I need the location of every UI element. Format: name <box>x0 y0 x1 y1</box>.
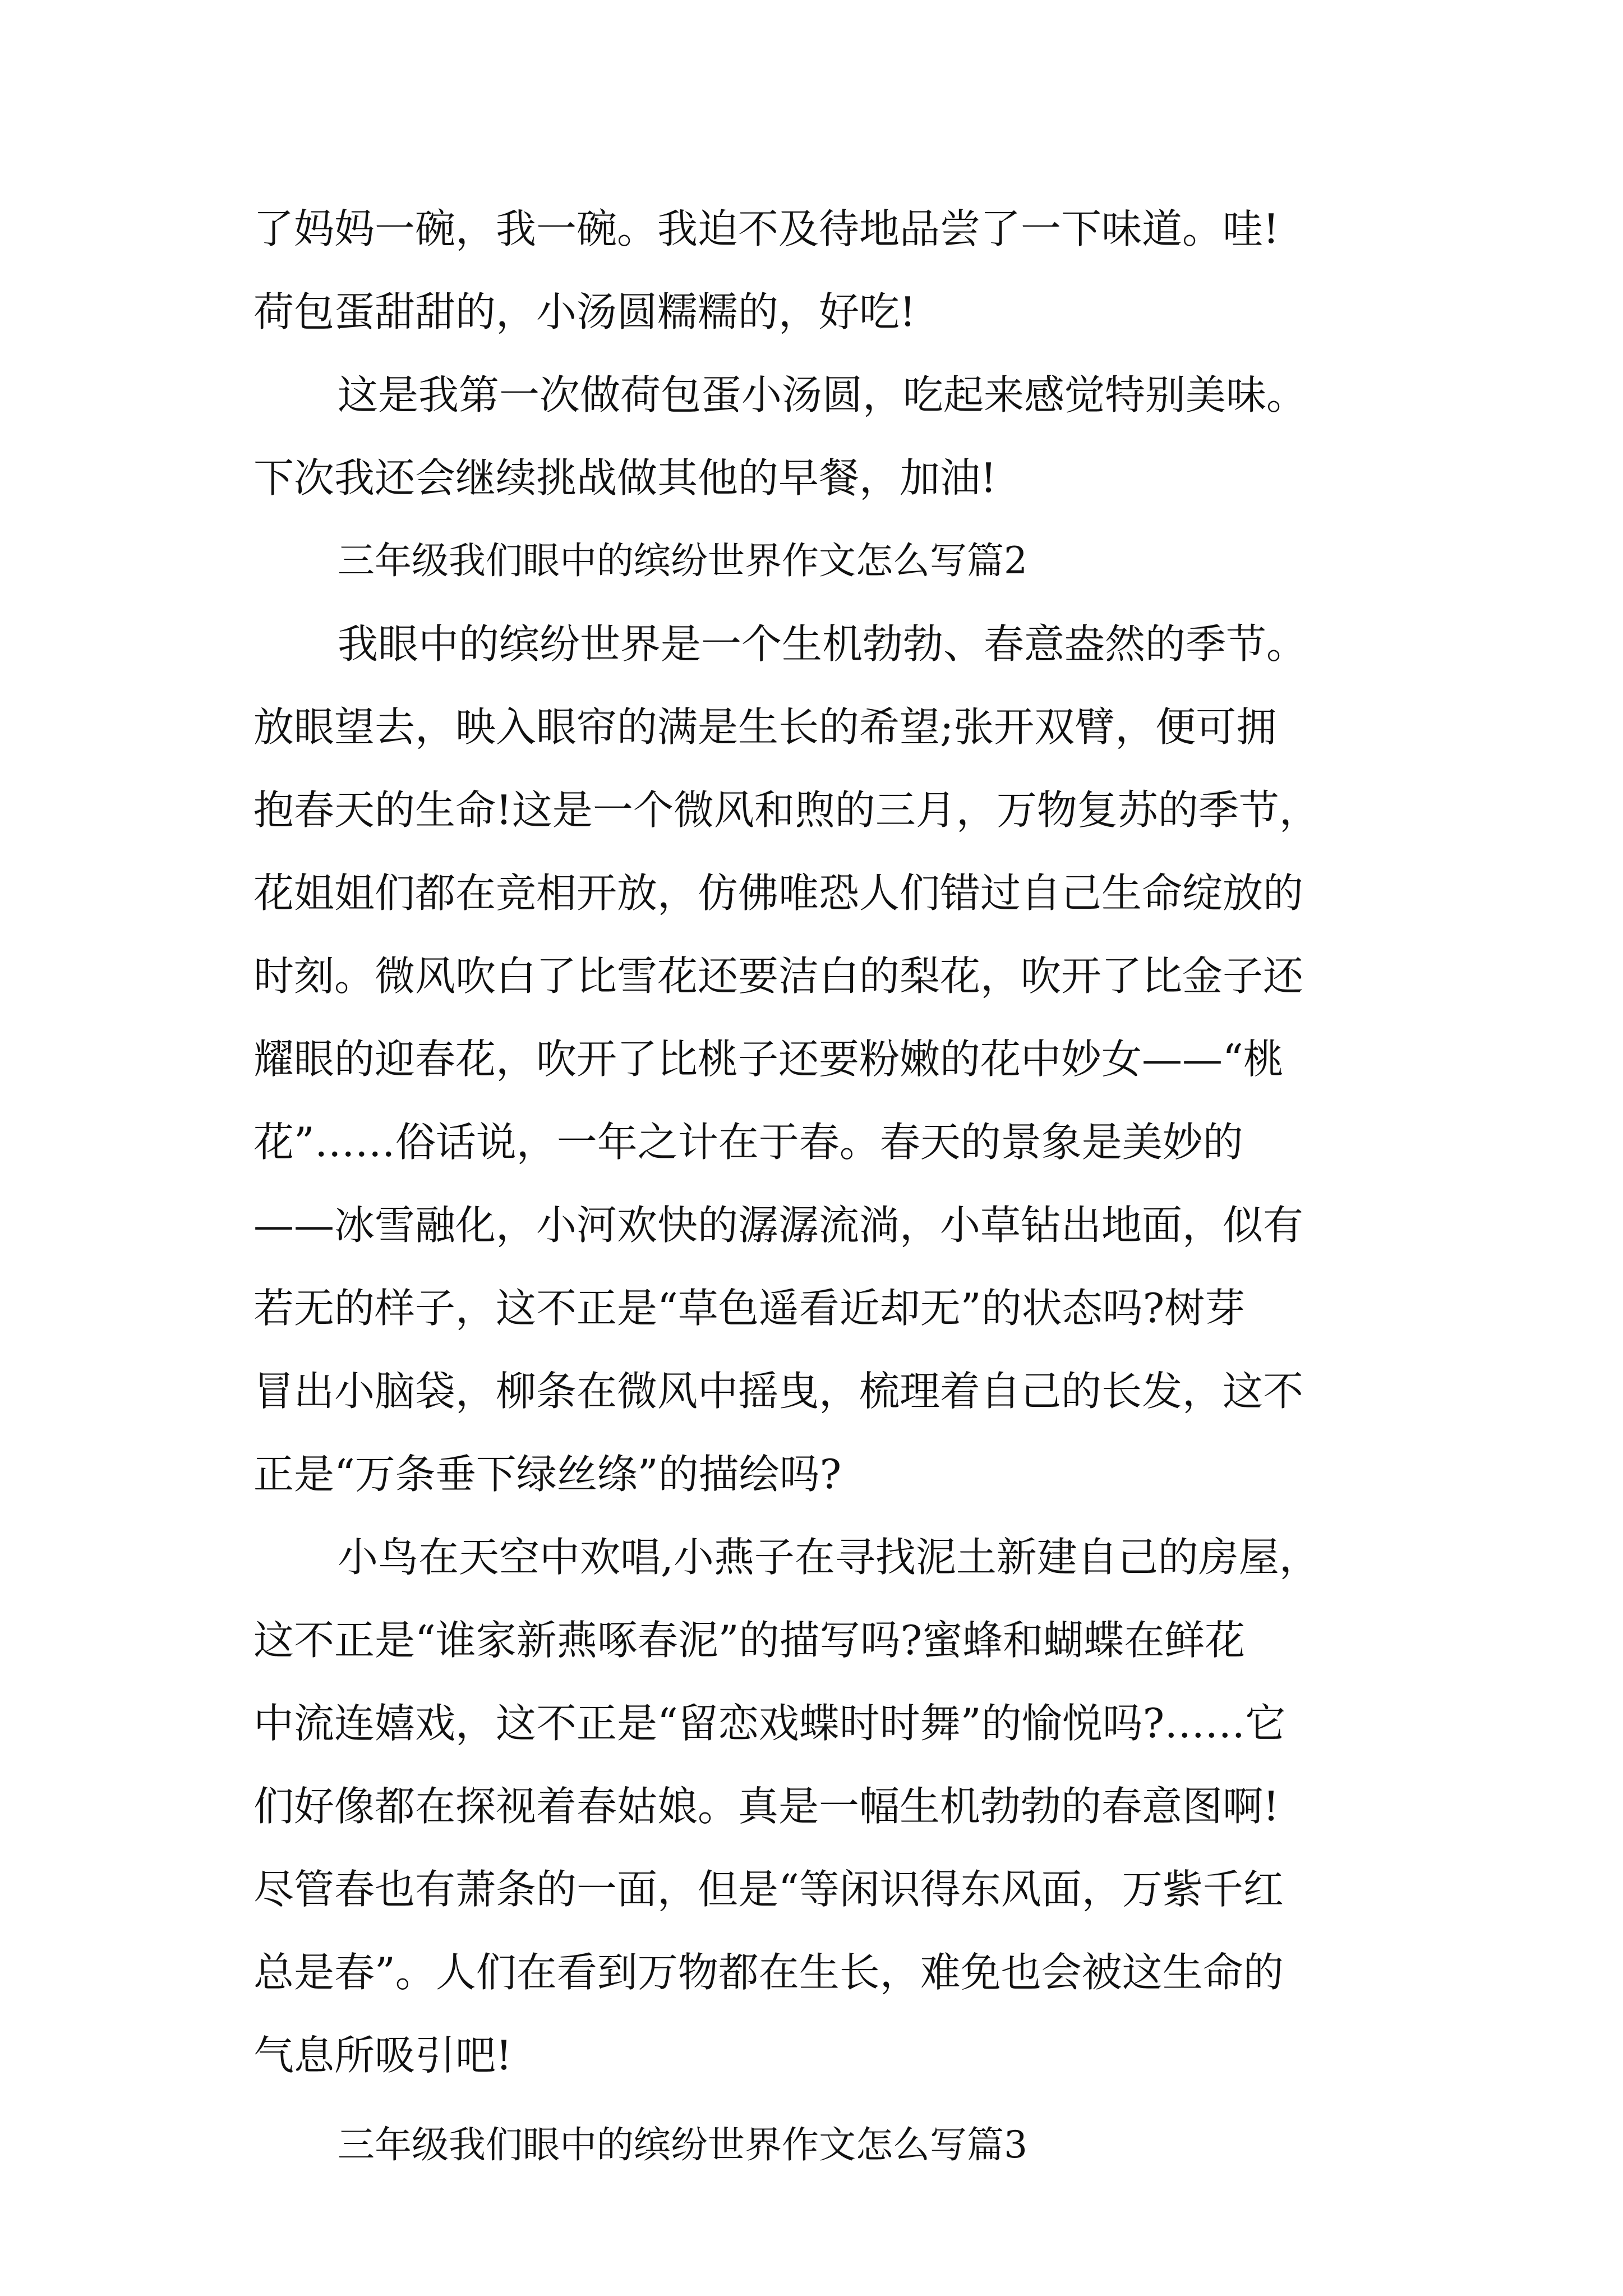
paragraph-line: 们好像都在探视着春姑娘。真是一幅生机勃勃的春意图啊! <box>253 1783 1279 1830</box>
paragraph-line: 荷包蛋甜甜的，小汤圆糯糯的，好吃! <box>253 288 916 335</box>
paragraph-line: 小鸟在天空中欢唱,小燕子在寻找泥土新建自己的房屋， <box>338 1534 1320 1581</box>
paragraph-line: 总是春”。人们在看到万物都在生长，难免也会被这生命的 <box>253 1949 1284 1996</box>
paragraph-line: ——冰雪融化，小河欢快的潺潺流淌，小草钻出地面，似有 <box>253 1202 1304 1249</box>
paragraph-line: 中流连嬉戏，这不正是“留恋戏蝶时时舞”的愉悦吗?……它 <box>253 1700 1286 1747</box>
paragraph-line: 时刻。微风吹白了比雪花还要洁白的梨花，吹开了比金子还 <box>253 953 1304 1000</box>
paragraph-line: 若无的样子，这不正是“草色遥看近却无”的状态吗?树芽 <box>253 1285 1246 1332</box>
paragraph-line: 抱春天的生命!这是一个微风和煦的三月，万物复苏的季节， <box>253 786 1320 834</box>
paragraph-line: 我眼中的缤纷世界是一个生机勃勃、春意盎然的季节。 <box>338 620 1307 668</box>
section-heading: 三年级我们眼中的缤纷世界作文怎么写篇2 <box>338 539 1027 582</box>
paragraph-line: 花”……俗话说，一年之计在于春。春天的景象是美妙的 <box>253 1119 1243 1166</box>
paragraph-line: 花姐姐们都在竞相开放，仿佛唯恐人们错过自己生命绽放的 <box>253 869 1304 917</box>
paragraph-line: 下次我还会继续挑战做其他的早餐，加油! <box>253 454 997 501</box>
paragraph-line: 正是“万条垂下绿丝绦”的描绘吗? <box>253 1451 842 1498</box>
paragraph-line: 这是我第一次做荷包蛋小汤圆，吃起来感觉特别美味。 <box>338 371 1307 418</box>
paragraph-line: 放眼望去，映入眼帘的满是生长的希望;张开双臂，便可拥 <box>253 703 1277 751</box>
section-heading: 三年级我们眼中的缤纷世界作文怎么写篇3 <box>338 2123 1027 2166</box>
paragraph-line: 尽管春也有萧条的一面，但是“等闲识得东风面，万紫千红 <box>253 1866 1284 1913</box>
paragraph-line: 冒出小脑袋，柳条在微风中摇曳，梳理着自己的长发，这不 <box>253 1368 1304 1415</box>
paragraph-line: 这不正是“谁家新燕啄春泥”的描写吗?蜜蜂和蝴蝶在鲜花 <box>253 1617 1246 1664</box>
paragraph-line: 耀眼的迎春花，吹开了比桃子还要粉嫩的花中妙女——“桃 <box>253 1036 1284 1083</box>
paragraph-line: 气息所吸引吧! <box>253 2032 512 2079</box>
paragraph-line: 了妈妈一碗，我一碗。我迫不及待地品尝了一下味道。哇! <box>253 205 1279 252</box>
